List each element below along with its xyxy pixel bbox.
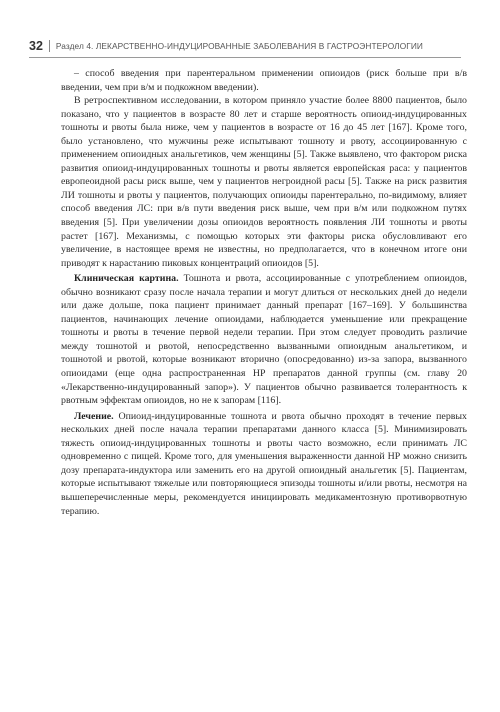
page-number: 32 <box>29 39 43 53</box>
header-divider <box>49 40 50 52</box>
paragraph-retrospective: В ретроспективном исследовании, в котором приняло участие более 8800 пациентов, было показано, что у пациентов в возрасте 80 лет и старше вероятность опиоид-индуцированных тошноты и рвоты была ниже, чем у пациентов в возрасте от 16 до 45 лет [167]. Кроме того, было установлено, что мужчины реже испытывают тошноту и рвоту, ассоциированную с применением опиоидных анальгетиков, чем женщины [5]. Также выявлено, что фактором риска развития опиоид-индуцированных тошноты и рвоты является европейская раса: у пациентов европеоидной расы риск выше, чем у пациентов негроидной расы [5]. Также на риск развития ЛИ тошноты и рвоты у пациентов, получающих опиоиды парентерально, по-видимому, влияет способ введения ЛС: при в/в пути введения риск выше, чем при в/м или подкожном путях введения [5]. При увеличении дозы опиоидов вероятность появления ЛИ тошноты и рвоты растет [167]. Механизмы, с помощью которых эти факторы риска обусловливают его увеличение, в настоящее время не известны, но предполагается, что в конечном итоге они приводят к нарастанию пиковых концентраций опиоидов [5]. <box>61 95 467 269</box>
heading-clinical-picture: Клиническая картина. <box>74 273 179 285</box>
page-body <box>61 67 467 518</box>
running-title: Раздел 4. ЛЕКАРСТВЕННО-ИНДУЦИРОВАННЫЕ ЗАБОЛЕВАНИЯ В ГАСТРОЭНТЕРОЛОГИИ <box>55 41 423 51</box>
paragraph-treatment <box>61 410 467 518</box>
treatment-text: Опиоид-индуцированные тошнота и рвота обычно проходят в течение первых нескольких дней после начала терапии препаратами данного класса [5]. Минимизировать тяжесть опиоид-индуцированных тошноты и рвоты часто возможно, если принимать ЛС одновременно с пищей. Кроме того, для уменьшения выраженности данной НР можно снизить дозу препарата-индуктора или заменить его на другой опиоидный анальгетик [5]. Пациентам, которые испытывают тяжелые или повторяющиеся эпизоды тошноты и/или рвоты, несмотря на вышеперечисленные меры, рекомендуется инициировать медикаментозную противорвотную терапию. <box>61 410 467 517</box>
paragraph-intro: – способ введения при парентеральном применении опиоидов (риск больше при в/в введении, чем при в/м и подкожном введении). <box>61 68 467 93</box>
page-header <box>29 38 461 54</box>
paragraph-clinical-picture <box>61 272 467 407</box>
header-rule <box>29 57 461 58</box>
clinical-picture-text: Тошнота и рвота, ассоциированные с употреблением опиоидов, обычно возникают сразу после начала терапии и могут длиться от нескольких дней до недели или даже дольше, пока пациент принимает данный препарат [167–169]. У большинства пациентов, начинающих лечение опиоидами, наблюдается уменьшение или прекращение тошноты и рвоты в течение первой недели терапии. При этом следует проводить различие между тошнотой и рвотой, непосредственно вызванными опиоидным анальгетиком, и тошнотой и рвотой, которые возникают вторично (опосредованно) из-за запора, вызванного опиоидами (еще одна распространенная НР препаратов данной группы (см. главу 20 «Лекарственно-индуцированный запор»). У пациентов обычно развивается толерантность к рвотным эффектам опиоидов, но не к запорам [116]. <box>61 273 467 407</box>
heading-treatment: Лечение. <box>74 410 114 422</box>
